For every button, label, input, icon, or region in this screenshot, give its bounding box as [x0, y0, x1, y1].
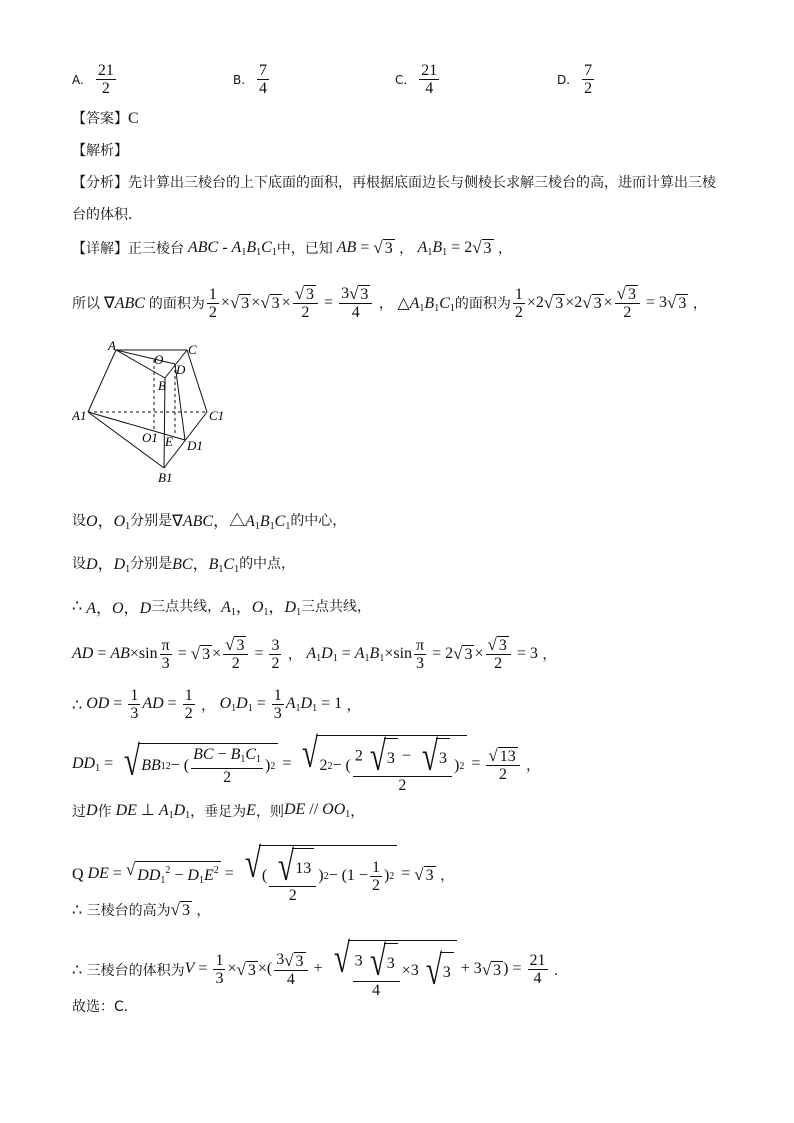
- label-a: A: [108, 338, 116, 353]
- area-abc-formula: $\frac{1}{2}$ × √ 3 × √ 3 × √ 3 2 = 3 √ 3 4: [205, 285, 375, 321]
- label-a1: A1: [72, 408, 87, 423]
- given-a1b1: $A_1B_1 = 2$ √ 3: [417, 237, 492, 258]
- midpoints-line: 设 D，$D_1$ 分别是 BC，$B_1C_1$ 的中点，: [72, 556, 296, 575]
- fenxi-label: 【分析】: [72, 175, 128, 191]
- label-o1: O1: [142, 430, 158, 445]
- frustum-figure: [72, 338, 242, 488]
- perpendicular-line: 过 D 作 DE ⊥ $A_1D_1$ ，垂足为 E ，则 DE // $OO_1$ ，: [72, 801, 365, 821]
- given-ab: AB = √ 3: [336, 238, 393, 258]
- edge-aa1: [88, 350, 116, 412]
- label-e: E: [165, 434, 173, 449]
- answer-value: C: [128, 110, 139, 127]
- label-d: D: [176, 362, 186, 377]
- label-c1: C1: [209, 408, 225, 423]
- frustum-name: ABC - $A_1B_1C_1$: [188, 238, 277, 258]
- option-b-label: B.: [233, 72, 246, 87]
- od-line: ∴ OD = $\frac{1}{3}$ AD = $\frac{1}{2}$ ， $O_1D_1$ = $\frac{1}{3}$ $A_1D_1 = 1$ ，: [72, 687, 361, 722]
- option-d-label: D.: [557, 72, 571, 87]
- detail-line: 【详解】 正三棱台 ABC - $A_1B_1C_1$ 中，已知 AB = √ 3 ， $A_1B_1 = 2$ √ 3 ，: [72, 237, 512, 258]
- option-d-fraction: $\frac{7}{2}$: [584, 62, 593, 97]
- option-a: [72, 62, 118, 97]
- edge-cc1: [187, 350, 207, 412]
- fenxi-line-2: 台的体积．: [72, 207, 142, 223]
- option-c: [395, 62, 441, 97]
- option-a-fraction: $\frac{21}{2}$: [97, 62, 114, 97]
- answer-line: [72, 108, 139, 128]
- analysis-heading: 【解析】: [72, 143, 128, 159]
- option-b: [233, 62, 271, 97]
- volume-line: ∴ 三棱台的体积为 V = $\frac{1}{3}$ × √ 3 ×( 3 √ 3 4 + √ 3 √ 3 4 ×3 √ 3 + 3 √ 3 ) = $\frac{21}{4}$ ．: [72, 936, 568, 999]
- label-b: B: [158, 378, 166, 393]
- dd1-line: $DD_1$ = √ BB 1 2 − ( $\frac{BC - B_1C_1}{2}$ ) 2 = √ 2 2 − ( 2 √ 3 − √ 3 2 ) 2 = √ 13 2 ，: [72, 731, 541, 794]
- option-c-label: C.: [395, 72, 408, 87]
- label-o: O: [154, 352, 164, 367]
- label-c: C: [188, 342, 197, 357]
- collinear-line: ∴ A，O，D 三点共线， $A_1$，$O_1$，$D_1$ 三点共线，: [72, 598, 372, 618]
- area-a1b1c1-formula: $\frac{1}{2}$ ×2 √ 3 ×2 √ 3 × √ 3 2 = 3 √ 3: [514, 284, 687, 322]
- segment-ad: [116, 350, 175, 364]
- option-b-fraction: $\frac{7}{4}$: [259, 62, 268, 97]
- height-line: ∴ 三棱台的高为 √ 3 ，: [72, 900, 211, 920]
- fenxi-line-1: 【分析】先计算出三棱台的上下底面的面积，再根据底面边长与侧棱长求解三棱台的高，进而计算出三棱: [72, 175, 716, 191]
- ad-line: AD = AB×sin $\frac{\pi}{3}$ = √ 3 × √ 3 2 = $\frac{3}{2}$ ， $A_1D_1 = A_1B_1\times\sin$ $\frac{\pi}{3}$ = 2 √ 3 × √ 3 2 = 3 ，: [72, 635, 557, 673]
- detail-label: 【详解】: [72, 241, 128, 257]
- option-d: [557, 62, 596, 97]
- option-c-fraction: $\frac{21}{4}$: [421, 62, 438, 97]
- option-a-label: A.: [72, 72, 84, 87]
- area-line: 所以 ∇ABC 的面积为 $\frac{1}{2}$ × √ 3 × √ 3 × √ 3 2 = 3 √ 3 4 ， $\triangle A_1B_1C_1$ 的面积为 $\frac{1}{2}$ ×2 √ 3 ×2 √ 3 × √ 3 2 = 3 √ 3 ，: [72, 284, 707, 322]
- label-d1: D1: [187, 438, 203, 453]
- answer-label: 【答案】: [72, 111, 128, 127]
- de-line: Q DE = √ $DD_1^2 - D_1E^2$ = √ ( √ 13 2 ) 2 − (1 − $\frac{1}{2}$ ) 2 = √ 3 ，: [72, 841, 455, 904]
- centers-line: 设 O，$O_1$ 分别是 ∇ABC，$\triangle A_1B_1C_1$ 的中心，: [72, 513, 347, 532]
- final-line: 故选：C．: [72, 999, 138, 1015]
- label-b1: B1: [158, 470, 173, 485]
